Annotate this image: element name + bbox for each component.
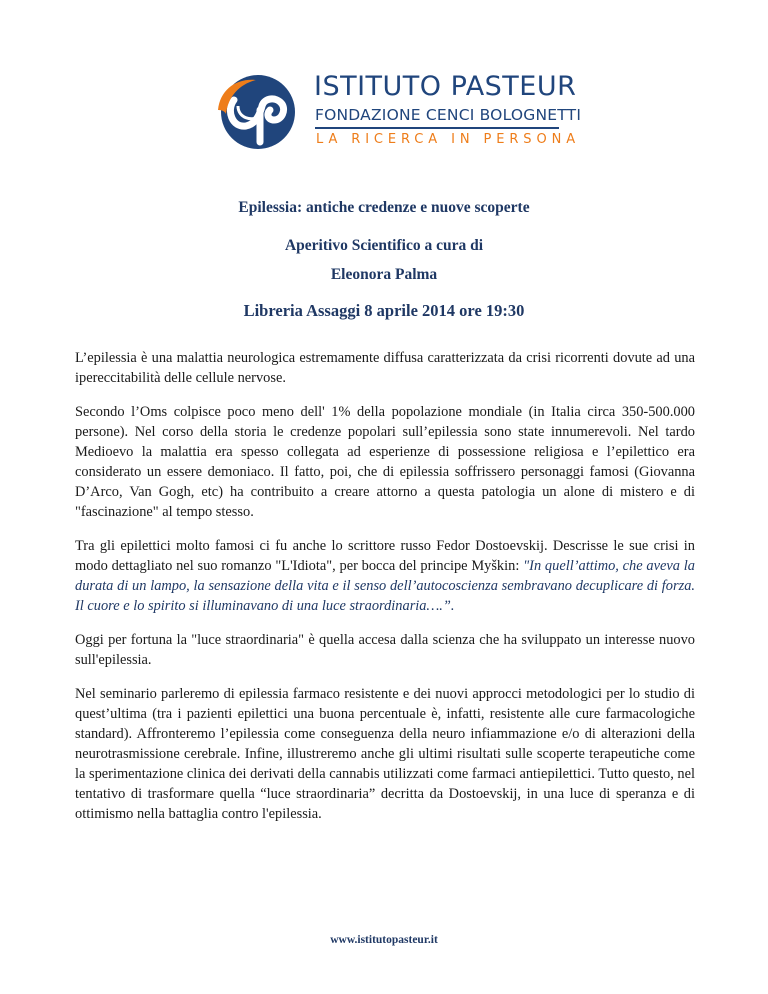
logo-divider bbox=[315, 127, 559, 129]
footer-website-link[interactable]: www.istitutopasteur.it bbox=[330, 934, 438, 946]
logo-subtitle: FONDAZIONE CENCI BOLOGNETTI bbox=[315, 106, 582, 124]
paragraph-1: L’epilessia è una malattia neurologica estremamente diffusa caratterizzata da crisi ricorrenti dovute ad una ipereccitabilità delle cellule nervose. bbox=[75, 350, 695, 386]
paragraph-3-intro: Tra gli epilettici molto famosi ci fu anche lo scrittore russo Fedor Dostoevskij. Descrisse le sue crisi in modo dettagliato nel suo romanzo "L'Idiota", per bocca del principe Myškin: bbox=[75, 538, 695, 574]
article-body bbox=[75, 348, 695, 838]
paragraph-2: Secondo l’Oms colpisce poco meno dell' 1% della popolazione mondiale (in Italia circa 350-500.000 persone). Nel corso della storia le credenze popolari sull’epilessia sono state innumerevoli. Nel tardo Medioevo la malattia era spesso collegata ad esperienze di possessione religiosa e l’epilettico era considerato un essere demoniaco. Il fatto, poi, che di epilessia soffrissero personaggi famosi (Giovanna D’Arco, Van Gogh, etc) ha contribuito a creare attorno a questa patologia un alone di mistero e di "fascinazione" al tempo stesso. bbox=[75, 404, 695, 520]
event-title: Epilessia: antiche credenze e nuove scoperte bbox=[238, 199, 530, 216]
paragraph-3 bbox=[75, 536, 695, 616]
institute-logo bbox=[216, 70, 582, 150]
event-venue-date: Libreria Assaggi 8 aprile 2014 ore 19:30 bbox=[243, 301, 525, 320]
paragraph-4: Oggi per fortuna la "luce straordinaria" è quella accesa dalla scienza che ha sviluppato un interesse nuovo sull'epilessia. bbox=[75, 632, 695, 668]
paragraph-5: Nel seminario parleremo di epilessia farmaco resistente e dei nuovi approcci metodologici per lo studio di quest’ultima (tra i pazienti epilettici una buona percentuale è, infatti, resistente alle cure farmacologiche standard). Affronteremo l’epilessia come conseguenza della neuro infiammazione e/o di alterazioni della neurotrasmissione cerebrale. Infine, illustreremo anche gli ultimi risultati sulle scoperte terapeutiche come la sperimentazione clinica dei derivati della cannabis utilizzati come farmaci antiepilettici. Tutto questo, nel tentativo di trasformare quella “luce straordinaria” decritta da Dostoevskij, in una luce di speranza e di ottimismo nella battaglia contro l'epilessia. bbox=[75, 686, 695, 822]
logo-tagline: LA RICERCA IN PERSONA bbox=[316, 132, 580, 147]
event-speaker: Eleonora Palma bbox=[330, 266, 438, 283]
dostoevskij-quote: "In quell’attimo, che aveva la durata di un lampo, la sensazione della vita e il senso dell’autocoscienza sembravano decuplicare di forza. Il cuore e lo spirito si illuminavano di una luce straordinaria….”. bbox=[75, 558, 695, 614]
event-subtitle: Aperitivo Scientifico a cura di bbox=[284, 237, 484, 254]
institute-emblem-icon bbox=[216, 70, 306, 150]
logo-title: ISTITUTO PASTEUR bbox=[314, 71, 577, 102]
